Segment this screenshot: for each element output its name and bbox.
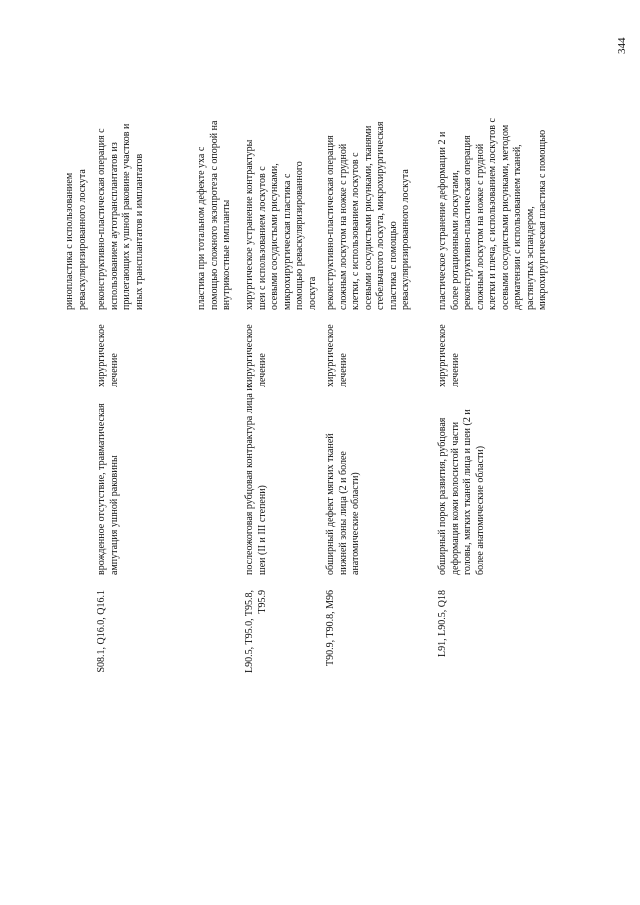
table-row xyxy=(437,0,587,905)
diagnosis-cell: обширный дефект мягких тканей нижней зоны лица (2 и более анатомические области) xyxy=(325,433,361,575)
table-row xyxy=(64,0,100,905)
method-cell: ринопластика с использованием реваскуляризированного лоскута xyxy=(64,169,88,310)
method-cell: реконструктивно-пластическая операция с использованием аутотрансплантатов из прилегающих к ушной раковине участков и иных трансплантатов и имплантатов xyxy=(96,123,145,310)
diagnosis-cell: врожденное отсутствие, травматическая ампутация ушной раковины xyxy=(96,403,120,575)
treatment-cell: хирургическое лечение xyxy=(325,324,349,387)
code-cell: T90.9, T90.8, M96 xyxy=(325,590,336,666)
method-cell: пластика при тотальном дефекте уха с помощью сложного экзопротеза с опорой на внутрикостные импланты xyxy=(196,120,232,310)
method-cell: реконструктивно-пластическая операция сложным лоскутом на ножке с грудной клетки, с использованием лоскутов с осевыми сосудистыми рисунками, тканями стебельчатого лоскута, микрохирургическая пластика с помощью реваскуляризированного лоскута xyxy=(325,121,411,310)
table-row xyxy=(244,0,324,905)
treatment-cell: хирургическое лечение xyxy=(437,324,461,387)
code-cell: L91, L90.5, Q18 xyxy=(437,590,448,657)
method-cell: хирургическое устранение контрактуры шеи с использованием лоскутов с осевыми сосудистыми рисунками, микрохирургическая пластика с помощью реваскуляризированного лоскута xyxy=(244,139,318,310)
treatment-cell: хирургическое лечение xyxy=(96,324,120,387)
code-cell: L90.5, T95.0, T95.8, T95.9 xyxy=(244,590,268,673)
diagnosis-cell: послеожоговая рубцовая контрактура лица и шеи (II и III степени) xyxy=(244,385,268,575)
table-row xyxy=(325,0,435,905)
code-cell: S08.1, Q16.0, Q16.1 xyxy=(96,590,107,673)
page-number: 344 xyxy=(616,37,628,54)
diagnosis-cell: обширный порок развития, рубцовая деформация кожи волосистой части головы, мягких тканей лица и шеи (2 и более анатомические области) xyxy=(437,409,486,575)
table-row xyxy=(196,0,236,905)
method-cell: пластическое устранение деформации 2 и более ротационными лоскутами, реконструктивно-пластическая операция сложным лоскутом на ножке с грудной клетки и плеча, с использованием лоскутов с осевыми сосудистыми рисунками, методом дерматензии с использованием тканей, растянутых эспандером, микрохирургическая пластика с помощью xyxy=(437,118,548,310)
treatment-cell: хирургическое лечение xyxy=(244,324,268,387)
